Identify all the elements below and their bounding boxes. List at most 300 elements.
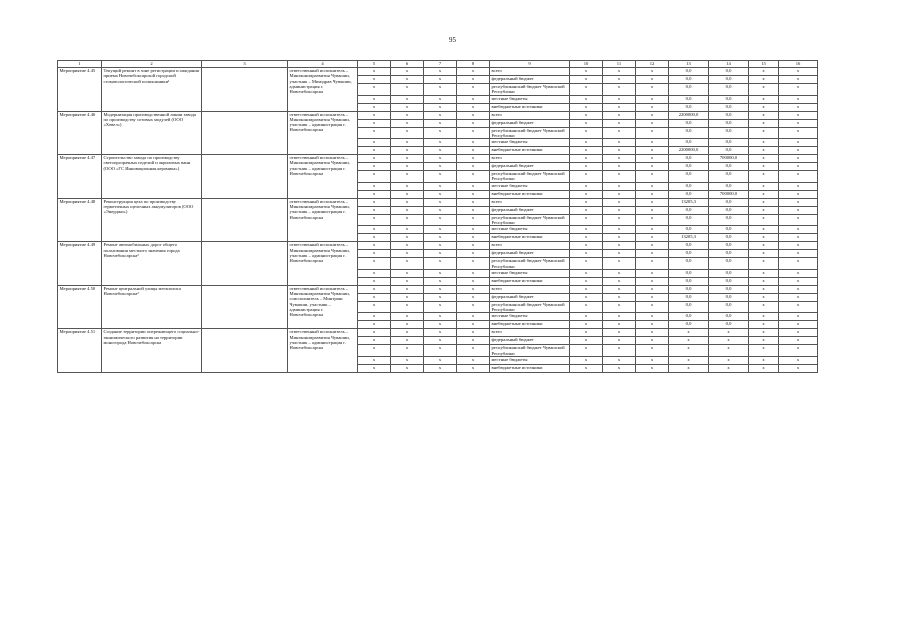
code-cell: x: [358, 356, 391, 364]
amount-cell: x: [779, 356, 818, 364]
code-cell: x: [424, 84, 457, 96]
code-cell: x: [603, 313, 636, 321]
column-number: 5: [358, 61, 391, 68]
amount-cell: 0,0: [669, 301, 709, 313]
code-cell: x: [358, 182, 391, 190]
amount-cell: x: [779, 127, 818, 139]
code-cell: x: [570, 111, 603, 119]
code-cell: x: [570, 155, 603, 163]
code-cell: x: [636, 345, 669, 357]
page-number: 95: [449, 36, 456, 44]
amount-cell: x: [749, 76, 779, 84]
code-cell: x: [358, 198, 391, 206]
code-cell: x: [424, 206, 457, 214]
amount-cell: x: [779, 190, 818, 198]
code-cell: x: [570, 226, 603, 234]
code-cell: x: [636, 285, 669, 293]
amount-cell: x: [749, 155, 779, 163]
code-cell: x: [570, 269, 603, 277]
code-cell: x: [570, 171, 603, 183]
amount-cell: x: [749, 127, 779, 139]
code-cell: x: [424, 301, 457, 313]
code-cell: x: [424, 111, 457, 119]
code-cell: x: [603, 356, 636, 364]
code-cell: x: [636, 163, 669, 171]
amount-cell: x: [749, 234, 779, 242]
amount-cell: 700000,0: [709, 190, 749, 198]
funding-source: внебюджетные источники: [490, 147, 570, 155]
code-cell: x: [358, 345, 391, 357]
code-cell: x: [424, 198, 457, 206]
code-cell: x: [391, 214, 424, 226]
code-cell: x: [391, 95, 424, 103]
code-cell: x: [570, 329, 603, 337]
code-cell: x: [570, 119, 603, 127]
amount-cell: 0,0: [709, 119, 749, 127]
amount-cell: 0,0: [669, 242, 709, 250]
amount-cell: x: [749, 182, 779, 190]
code-cell: x: [603, 269, 636, 277]
amount-cell: x: [749, 84, 779, 96]
code-cell: x: [391, 269, 424, 277]
amount-cell: 700000,0: [709, 155, 749, 163]
code-cell: x: [358, 337, 391, 345]
amount-cell: x: [779, 155, 818, 163]
amount-cell: 0,0: [709, 182, 749, 190]
amount-cell: 0,0: [709, 206, 749, 214]
code-cell: x: [391, 321, 424, 329]
code-cell: x: [457, 277, 490, 285]
code-cell: x: [391, 364, 424, 372]
code-cell: x: [424, 337, 457, 345]
measure-code: Мероприятие 4.50: [58, 285, 102, 329]
funding-source: всего: [490, 68, 570, 76]
code-cell: x: [457, 127, 490, 139]
code-cell: x: [570, 250, 603, 258]
code-cell: x: [603, 226, 636, 234]
funding-source: федеральный бюджет: [490, 206, 570, 214]
code-cell: x: [570, 313, 603, 321]
measure-code: Мероприятие 4.48: [58, 198, 102, 242]
code-cell: x: [570, 103, 603, 111]
code-cell: x: [457, 103, 490, 111]
code-cell: x: [424, 293, 457, 301]
column-number: 2: [102, 61, 202, 68]
blank-cell: [202, 155, 288, 199]
measure-executor: ответственный исполнитель – Минэкономразвития Чувашии, соисполнитель – Минтранс Чувашии, участник – администрация г. Новочебоксарска: [288, 285, 358, 329]
funding-source: федеральный бюджет: [490, 337, 570, 345]
amount-cell: 0,0: [709, 313, 749, 321]
amount-cell: 0,0: [709, 214, 749, 226]
code-cell: x: [457, 84, 490, 96]
code-cell: x: [636, 127, 669, 139]
amount-cell: 0,0: [709, 285, 749, 293]
code-cell: x: [570, 301, 603, 313]
amount-cell: 0,0: [669, 163, 709, 171]
measure-executor: ответственный исполнитель – Минэкономразвития Чувашии, участник – администрация г. Новочебоксарска: [288, 329, 358, 373]
code-cell: x: [358, 250, 391, 258]
funding-source: внебюджетные источники: [490, 190, 570, 198]
amount-cell: 0,0: [669, 277, 709, 285]
amount-cell: x: [749, 147, 779, 155]
amount-cell: x: [779, 234, 818, 242]
code-cell: x: [457, 364, 490, 372]
code-cell: x: [391, 163, 424, 171]
amount-cell: x: [779, 301, 818, 313]
code-cell: x: [570, 84, 603, 96]
code-cell: x: [424, 127, 457, 139]
code-cell: x: [603, 206, 636, 214]
code-cell: x: [424, 214, 457, 226]
amount-cell: x: [749, 198, 779, 206]
code-cell: x: [358, 119, 391, 127]
code-cell: x: [358, 364, 391, 372]
funding-source: местные бюджеты: [490, 95, 570, 103]
amount-cell: 0,0: [669, 214, 709, 226]
column-number: 10: [570, 61, 603, 68]
amount-cell: 0,0: [709, 301, 749, 313]
measure-executor: ответственный исполнитель – Минэкономразвития Чувашии, участник – администрация г. Новочебоксарска: [288, 155, 358, 199]
amount-cell: x: [749, 95, 779, 103]
code-cell: x: [358, 139, 391, 147]
code-cell: x: [603, 84, 636, 96]
code-cell: x: [636, 234, 669, 242]
blank-cell: [202, 285, 288, 329]
code-cell: x: [391, 277, 424, 285]
amount-cell: x: [749, 206, 779, 214]
funding-source: местные бюджеты: [490, 356, 570, 364]
table-row: [58, 285, 818, 293]
column-number: 6: [391, 61, 424, 68]
code-cell: x: [570, 190, 603, 198]
amount-cell: 0,0: [709, 321, 749, 329]
funding-source: федеральный бюджет: [490, 119, 570, 127]
code-cell: x: [424, 364, 457, 372]
code-cell: x: [603, 171, 636, 183]
code-cell: x: [636, 226, 669, 234]
table-row: [58, 155, 818, 163]
measure-name: Создание территории опережающего социально-экономического развития на территории моногорода Новочебоксарска: [102, 329, 202, 373]
amount-cell: x: [749, 171, 779, 183]
amount-cell: x: [749, 258, 779, 270]
amount-cell: x: [749, 356, 779, 364]
measure-code: Мероприятие 4.46: [58, 111, 102, 155]
code-cell: x: [636, 190, 669, 198]
code-cell: x: [636, 76, 669, 84]
amount-cell: x: [779, 76, 818, 84]
code-cell: x: [570, 182, 603, 190]
amount-cell: 0,0: [709, 127, 749, 139]
amount-cell: 0,0: [669, 226, 709, 234]
code-cell: x: [603, 68, 636, 76]
code-cell: x: [391, 206, 424, 214]
code-cell: x: [636, 269, 669, 277]
amount-cell: 0,0: [669, 206, 709, 214]
code-cell: x: [570, 293, 603, 301]
amount-cell: x: [749, 301, 779, 313]
code-cell: x: [603, 76, 636, 84]
code-cell: x: [457, 301, 490, 313]
funding-source: местные бюджеты: [490, 226, 570, 234]
funding-source: всего: [490, 111, 570, 119]
code-cell: x: [391, 182, 424, 190]
funding-source: федеральный бюджет: [490, 76, 570, 84]
code-cell: x: [358, 76, 391, 84]
code-cell: x: [358, 226, 391, 234]
code-cell: x: [424, 68, 457, 76]
code-cell: x: [636, 356, 669, 364]
code-cell: x: [358, 313, 391, 321]
code-cell: x: [424, 329, 457, 337]
code-cell: x: [391, 103, 424, 111]
code-cell: x: [358, 147, 391, 155]
amount-cell: x: [779, 250, 818, 258]
code-cell: x: [358, 301, 391, 313]
amount-cell: 0,0: [669, 258, 709, 270]
amount-cell: 2200000,0: [669, 111, 709, 119]
code-cell: x: [424, 119, 457, 127]
code-cell: x: [636, 84, 669, 96]
code-cell: x: [636, 95, 669, 103]
amount-cell: 2200000,0: [669, 147, 709, 155]
measure-name: Модернизация производственной линии завода по производству сотовых модулей (ООО «Хевел»): [102, 111, 202, 155]
code-cell: x: [636, 206, 669, 214]
amount-cell: x: [749, 269, 779, 277]
table-row: [58, 68, 818, 76]
code-cell: x: [358, 206, 391, 214]
amount-cell: 0,0: [709, 103, 749, 111]
column-number: 14: [709, 61, 749, 68]
funding-source: внебюджетные источники: [490, 234, 570, 242]
funding-source: республиканский бюджет Чувашской Республики: [490, 214, 570, 226]
code-cell: x: [570, 198, 603, 206]
code-cell: x: [391, 285, 424, 293]
amount-cell: x: [709, 356, 749, 364]
measure-executor: ответственный исполнитель – Минэкономразвития Чувашии, участник – администрация г. Новочебоксарска: [288, 242, 358, 286]
amount-cell: x: [779, 258, 818, 270]
code-cell: x: [457, 269, 490, 277]
amount-cell: x: [749, 313, 779, 321]
code-cell: x: [636, 364, 669, 372]
code-cell: x: [457, 258, 490, 270]
code-cell: x: [358, 84, 391, 96]
code-cell: x: [391, 356, 424, 364]
code-cell: x: [424, 345, 457, 357]
amount-cell: x: [669, 329, 709, 337]
code-cell: x: [603, 285, 636, 293]
column-number: 13: [669, 61, 709, 68]
funding-source: республиканский бюджет Чувашской Республики: [490, 345, 570, 357]
code-cell: x: [570, 364, 603, 372]
code-cell: x: [636, 337, 669, 345]
code-cell: x: [457, 95, 490, 103]
amount-cell: x: [749, 242, 779, 250]
amount-cell: 0,0: [709, 76, 749, 84]
measure-name: Реконструкция цеха по производству герметичных щелочных аккумуляторов (ООО «Энерджи»): [102, 198, 202, 242]
code-cell: x: [603, 364, 636, 372]
column-number: 9: [490, 61, 570, 68]
amount-cell: 13205,3: [669, 198, 709, 206]
code-cell: x: [457, 242, 490, 250]
code-cell: x: [636, 182, 669, 190]
amount-cell: x: [779, 147, 818, 155]
code-cell: x: [636, 329, 669, 337]
code-cell: x: [603, 163, 636, 171]
funding-source: всего: [490, 329, 570, 337]
code-cell: x: [391, 139, 424, 147]
code-cell: x: [391, 111, 424, 119]
code-cell: x: [636, 155, 669, 163]
amount-cell: x: [749, 285, 779, 293]
amount-cell: x: [749, 119, 779, 127]
amount-cell: x: [749, 337, 779, 345]
code-cell: x: [603, 190, 636, 198]
measure-executor: ответственный исполнитель – Минэкономразвития Чувашии, участник – Минздрав Чувашии, администрация г. Новочебоксарска: [288, 68, 358, 112]
amount-cell: 0,0: [709, 147, 749, 155]
amount-cell: 0,0: [669, 119, 709, 127]
amount-cell: 0,0: [709, 226, 749, 234]
amount-cell: 0,0: [709, 258, 749, 270]
code-cell: x: [391, 337, 424, 345]
amount-cell: 0,0: [709, 277, 749, 285]
amount-cell: 0,0: [709, 242, 749, 250]
code-cell: x: [457, 206, 490, 214]
code-cell: x: [391, 250, 424, 258]
code-cell: x: [358, 127, 391, 139]
code-cell: x: [603, 198, 636, 206]
amount-cell: 0,0: [709, 163, 749, 171]
amount-cell: x: [749, 214, 779, 226]
column-number: 11: [603, 61, 636, 68]
measure-name: Ремонт центральной улицы мегаполиса Новочебоксарска²: [102, 285, 202, 329]
code-cell: x: [603, 155, 636, 163]
amount-cell: 0,0: [709, 139, 749, 147]
amount-cell: 0,0: [709, 198, 749, 206]
code-cell: x: [424, 147, 457, 155]
amount-cell: x: [779, 84, 818, 96]
code-cell: x: [570, 68, 603, 76]
code-cell: x: [570, 76, 603, 84]
code-cell: x: [424, 103, 457, 111]
code-cell: x: [424, 242, 457, 250]
funding-source: местные бюджеты: [490, 269, 570, 277]
code-cell: x: [424, 76, 457, 84]
amount-cell: 0,0: [669, 103, 709, 111]
code-cell: x: [358, 285, 391, 293]
code-cell: x: [424, 250, 457, 258]
code-cell: x: [603, 111, 636, 119]
code-cell: x: [358, 95, 391, 103]
amount-cell: 0,0: [669, 76, 709, 84]
blank-cell: [202, 198, 288, 242]
amount-cell: x: [669, 356, 709, 364]
amount-cell: x: [749, 111, 779, 119]
code-cell: x: [570, 214, 603, 226]
amount-cell: x: [779, 171, 818, 183]
code-cell: x: [358, 321, 391, 329]
code-cell: x: [603, 321, 636, 329]
code-cell: x: [603, 277, 636, 285]
amount-cell: x: [779, 214, 818, 226]
code-cell: x: [603, 95, 636, 103]
amount-cell: x: [779, 321, 818, 329]
amount-cell: x: [749, 293, 779, 301]
code-cell: x: [457, 329, 490, 337]
code-cell: x: [457, 234, 490, 242]
code-cell: x: [391, 84, 424, 96]
code-cell: x: [457, 68, 490, 76]
code-cell: x: [570, 139, 603, 147]
code-cell: x: [636, 111, 669, 119]
code-cell: x: [570, 285, 603, 293]
code-cell: x: [603, 293, 636, 301]
amount-cell: 0,0: [669, 182, 709, 190]
measure-executor: ответственный исполнитель – Минэкономразвития Чувашии, участник – администрация г. Новочебоксарска: [288, 198, 358, 242]
amount-cell: x: [749, 345, 779, 357]
code-cell: x: [391, 301, 424, 313]
code-cell: x: [636, 68, 669, 76]
code-cell: x: [424, 234, 457, 242]
code-cell: x: [457, 337, 490, 345]
code-cell: x: [424, 226, 457, 234]
amount-cell: 0,0: [669, 190, 709, 198]
code-cell: x: [603, 301, 636, 313]
funding-source: внебюджетные источники: [490, 103, 570, 111]
amount-cell: 0,0: [669, 68, 709, 76]
funding-source: республиканский бюджет Чувашской Республики: [490, 171, 570, 183]
amount-cell: x: [779, 111, 818, 119]
amount-cell: 0,0: [709, 171, 749, 183]
amount-cell: 0,0: [709, 293, 749, 301]
code-cell: x: [603, 147, 636, 155]
code-cell: x: [391, 293, 424, 301]
table-row: [58, 198, 818, 206]
code-cell: x: [358, 111, 391, 119]
code-cell: x: [358, 163, 391, 171]
amount-cell: 0,0: [709, 234, 749, 242]
amount-cell: x: [749, 190, 779, 198]
code-cell: x: [358, 269, 391, 277]
code-cell: x: [636, 171, 669, 183]
code-cell: x: [457, 111, 490, 119]
code-cell: x: [391, 329, 424, 337]
code-cell: x: [424, 190, 457, 198]
measure-executor: ответственный исполнитель – Минэкономразвития Чувашии, участник – администрация г. Новочебоксарска: [288, 111, 358, 155]
code-cell: x: [570, 277, 603, 285]
code-cell: x: [391, 68, 424, 76]
code-cell: x: [570, 206, 603, 214]
code-cell: x: [603, 329, 636, 337]
amount-cell: 0,0: [669, 293, 709, 301]
amount-cell: x: [779, 277, 818, 285]
table-row: [58, 329, 818, 337]
amount-cell: x: [749, 139, 779, 147]
code-cell: x: [570, 345, 603, 357]
amount-cell: 0,0: [669, 84, 709, 96]
amount-cell: 0,0: [669, 171, 709, 183]
amount-cell: x: [779, 198, 818, 206]
column-number: 8: [457, 61, 490, 68]
amount-cell: x: [749, 250, 779, 258]
code-cell: x: [391, 155, 424, 163]
code-cell: x: [636, 242, 669, 250]
column-number: 16: [779, 61, 818, 68]
code-cell: x: [570, 163, 603, 171]
funding-source: внебюджетные источники: [490, 364, 570, 372]
measure-code: Мероприятие 4.49: [58, 242, 102, 286]
table-row: [58, 111, 818, 119]
code-cell: x: [424, 95, 457, 103]
